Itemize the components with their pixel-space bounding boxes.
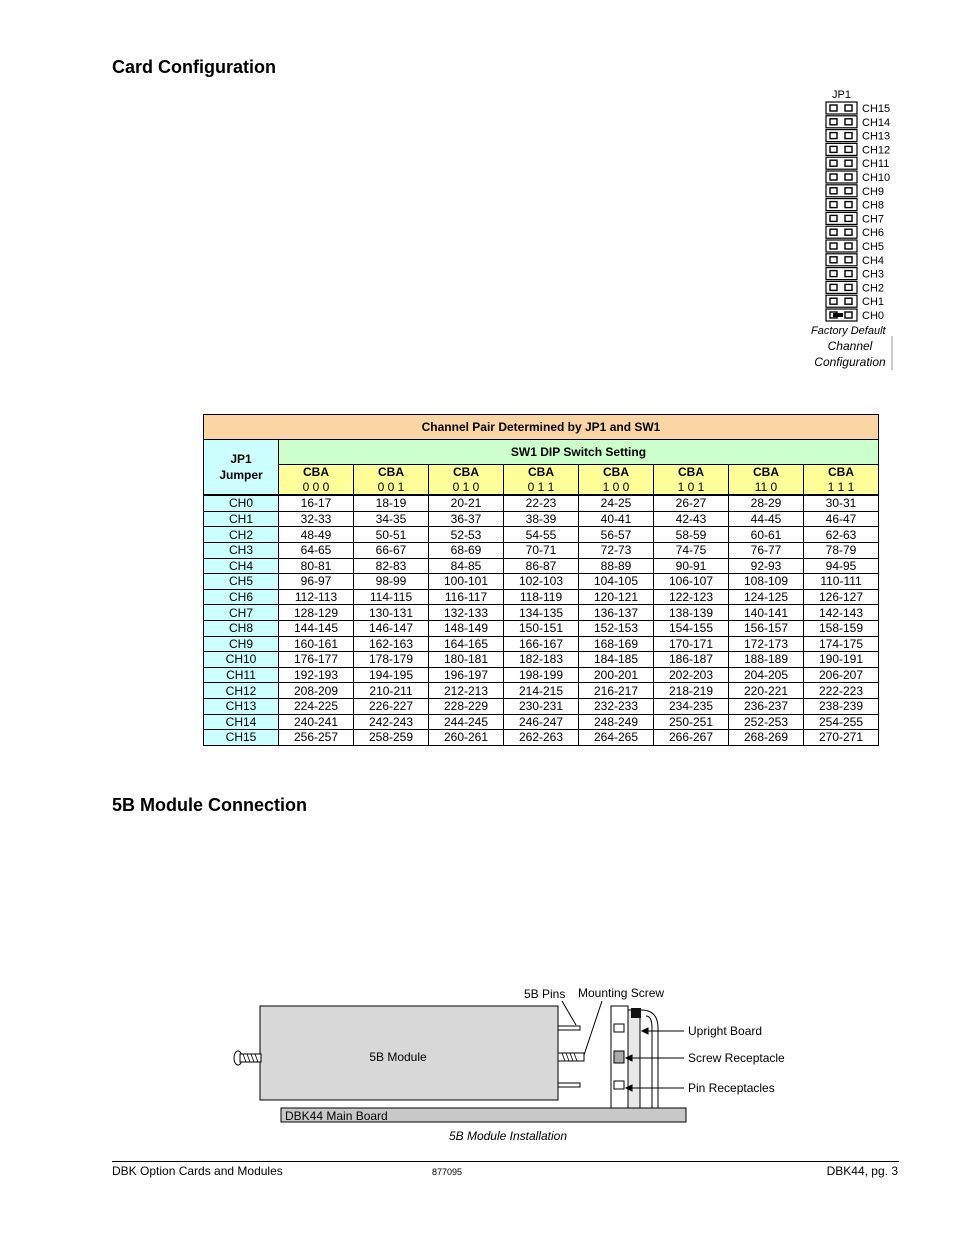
jp1-row-ch3 [826,268,884,281]
channel-pair-cell: 204-205 [729,667,804,683]
channel-cell: CH6 [204,589,279,605]
jp1-caption-line1: Channel [827,339,873,353]
channel-pair-cell: 256-257 [279,730,354,746]
channel-pair-cell: 234-235 [654,698,729,714]
channel-pair-cell: 138-139 [654,605,729,621]
table-row [204,683,879,699]
cba-header: CBA [729,465,804,480]
channel-pair-cell: 208-209 [279,683,354,699]
channel-cell: CH11 [204,667,279,683]
sw1-header: SW1 DIP Switch Setting [279,440,879,465]
channel-pair-cell: 48-49 [279,527,354,543]
table-row [204,511,879,527]
jp1-row-ch9 [826,185,884,198]
upright-board-label: Upright Board [688,1024,763,1038]
channel-pair-cell: 218-219 [654,683,729,699]
jp1-row-ch13 [826,130,890,143]
channel-pair-cell: 96-97 [279,574,354,590]
channel-pair-cell: 232-233 [579,698,654,714]
jp1-channel-label: CH4 [862,254,885,267]
channel-pair-cell: 36-37 [429,511,504,527]
channel-pair-cell: 22-23 [504,495,579,511]
channel-pair-cell: 216-217 [579,683,654,699]
channel-pair-cell: 102-103 [504,574,579,590]
footer-divider [112,1161,899,1162]
table-row [204,667,879,683]
jp1-row-ch4 [826,254,884,267]
jp1-row-ch6 [826,226,884,239]
table-body [204,495,879,745]
table-row [204,636,879,652]
channel-pair-cell: 224-225 [279,698,354,714]
table-title: Channel Pair Determined by JP1 and SW1 [204,415,879,440]
jp1-channel-label: CH15 [862,103,891,115]
jp1-channel-label: CH0 [862,310,885,322]
channel-pair-cell: 134-135 [504,605,579,621]
jp1-channel-label: CH9 [862,185,885,198]
channel-pair-cell: 264-265 [579,730,654,746]
receptacle-middle [614,1051,624,1063]
jp1-channel-label: CH6 [862,227,885,240]
channel-pair-cell: 16-17 [279,495,354,511]
channel-pair-cell: 170-171 [654,636,729,652]
channel-pair-cell: 62-63 [804,527,879,543]
channel-pair-cell: 132-133 [429,605,504,621]
channel-pair-cell: 56-57 [579,527,654,543]
table-row [204,589,879,605]
factory-default-label: Factory Default [811,325,886,337]
channel-pair-cell: 230-231 [504,698,579,714]
channel-pair-cell: 30-31 [804,495,879,511]
switch-setting: 1 0 1 [654,480,729,496]
channel-pair-cell: 212-213 [429,683,504,699]
channel-pair-cell: 122-123 [654,589,729,605]
channel-cell: CH1 [204,511,279,527]
channel-pair-cell: 260-261 [429,730,504,746]
channel-cell: CH10 [204,652,279,668]
channel-pair-cell: 202-203 [654,667,729,683]
jp1-row-ch14 [826,116,890,129]
switch-setting: 1 1 1 [804,480,879,496]
jp1-row-ch15 [826,102,890,115]
section-title-card-configuration: Card Configuration [112,57,276,77]
table-row [204,620,879,636]
channel-pair-cell: 164-165 [429,636,504,652]
channel-cell: CH2 [204,527,279,543]
channel-pair-cell: 84-85 [429,558,504,574]
cba-header: CBA [279,465,354,480]
jp1-row-ch2 [826,281,884,294]
channel-pair-cell: 200-201 [579,667,654,683]
channel-pair-cell: 124-125 [729,589,804,605]
module-screw-icon [558,1053,584,1061]
channel-pair-cell: 70-71 [504,542,579,558]
channel-pair-cell: 100-101 [429,574,504,590]
channel-cell: CH3 [204,542,279,558]
channel-pair-cell: 154-155 [654,620,729,636]
mounting-screw-label: Mounting Screw [578,986,665,1000]
channel-pair-cell: 176-177 [279,652,354,668]
screw-receptacle-label: Screw Receptacle [688,1051,785,1065]
jp1-channel-label: CH8 [862,199,885,212]
footer-left: DBK Option Cards and Modules [112,1164,283,1178]
jp1-row-ch7 [826,212,884,225]
jp1-caption-line2: Configuration [814,355,886,369]
channel-pair-cell: 262-263 [504,730,579,746]
channel-pair-cell: 242-243 [354,714,429,730]
jp1-channel-label: CH11 [862,158,890,171]
channel-pair-cell: 78-79 [804,542,879,558]
table-row [204,652,879,668]
channel-pair-cell: 268-269 [729,730,804,746]
channel-pair-cell: 18-19 [354,495,429,511]
channel-pair-cell: 194-195 [354,667,429,683]
channel-pair-cell: 40-41 [579,511,654,527]
cba-header: CBA [429,465,504,480]
channel-pair-cell: 186-187 [654,652,729,668]
module-installation-figure [228,980,788,1150]
switch-setting: 0 1 1 [504,480,579,496]
jp1-header: JP1 [832,89,851,101]
channel-pair-cell: 72-73 [579,542,654,558]
footer-page-number: DBK44, pg. 3 [826,1164,898,1178]
channel-pair-cell: 142-143 [804,605,879,621]
channel-pair-cell: 222-223 [804,683,879,699]
receptacle-top [614,1024,624,1032]
jp1-row-ch5 [826,240,884,253]
channel-pair-cell: 148-149 [429,620,504,636]
pins-label: 5B Pins [524,987,566,1001]
channel-pair-cell: 140-141 [729,605,804,621]
channel-pair-cell: 210-211 [354,683,429,699]
channel-pair-cell: 114-115 [354,589,429,605]
switch-setting: 1 0 0 [579,480,654,496]
channel-pair-cell: 228-229 [429,698,504,714]
jp1-row-ch1 [826,295,884,308]
channel-pair-cell: 240-241 [279,714,354,730]
channel-pair-cell: 190-191 [804,652,879,668]
channel-pair-cell: 130-131 [354,605,429,621]
channel-pair-cell: 146-147 [354,620,429,636]
channel-pair-cell: 244-245 [429,714,504,730]
channel-pair-cell: 60-61 [729,527,804,543]
channel-pair-cell: 86-87 [504,558,579,574]
channel-pair-cell: 238-239 [804,698,879,714]
channel-cell: CH4 [204,558,279,574]
channel-cell: CH5 [204,574,279,590]
table-row [204,574,879,590]
section-title-5b-module-connection: 5B Module Connection [112,795,307,815]
channel-pair-cell: 180-181 [429,652,504,668]
channel-pair-cell: 94-95 [804,558,879,574]
channel-cell: CH7 [204,605,279,621]
jp1-channel-label: CH5 [862,241,885,253]
channel-pair-cell: 178-179 [354,652,429,668]
channel-pair-cell: 112-113 [279,589,354,605]
jp1-header-line1: JP1 [230,452,252,467]
channel-cell: CH14 [204,714,279,730]
cba-header: CBA [654,465,729,480]
switch-bits-row [204,480,879,496]
channel-pair-cell: 198-199 [504,667,579,683]
channel-pair-cell: 68-69 [429,542,504,558]
channel-pair-cell: 196-197 [429,667,504,683]
pin-bottom-shape [558,1083,580,1087]
channel-pair-cell: 64-65 [279,542,354,558]
jp1-jumper-figure [806,86,898,376]
table-row [204,714,879,730]
channel-pair-cell: 80-81 [279,558,354,574]
channel-pair-cell: 38-39 [504,511,579,527]
channel-pair-cell: 126-127 [804,589,879,605]
pin-top-shape [558,1026,580,1030]
switch-setting: 11 0 [729,480,804,496]
channel-pair-cell: 188-189 [729,652,804,668]
channel-cell: CH15 [204,730,279,746]
channel-pair-cell: 44-45 [729,511,804,527]
cba-header: CBA [804,465,879,480]
receptacle-bottom [614,1081,624,1089]
switch-setting: 0 1 0 [429,480,504,496]
left-screw-icon [234,1051,261,1065]
channel-pair-cell: 82-83 [354,558,429,574]
jp1-row-ch0 [826,309,884,322]
channel-pair-cell: 52-53 [429,527,504,543]
cba-header: CBA [579,465,654,480]
channel-pair-table [203,414,879,746]
channel-pair-cell: 98-99 [354,574,429,590]
channel-pair-cell: 66-67 [354,542,429,558]
table-row [204,698,879,714]
channel-cell: CH8 [204,620,279,636]
channel-pair-cell: 128-129 [279,605,354,621]
channel-pair-cell: 106-107 [654,574,729,590]
channel-pair-cell: 248-249 [579,714,654,730]
jp1-row-ch10 [826,171,890,184]
channel-cell: CH9 [204,636,279,652]
channel-pair-cell: 226-227 [354,698,429,714]
channel-pair-cell: 88-89 [579,558,654,574]
channel-pair-cell: 166-167 [504,636,579,652]
table-row [204,527,879,543]
channel-pair-cell: 42-43 [654,511,729,527]
channel-pair-cell: 162-163 [354,636,429,652]
upright-bracket [641,1010,658,1108]
channel-pair-cell: 110-111 [804,574,879,590]
module-caption: 5B Module Installation [448,1129,568,1143]
channel-pair-cell: 246-247 [504,714,579,730]
jp1-channel-label: CH1 [862,296,885,309]
channel-pair-cell: 120-121 [579,589,654,605]
jp1-channel-label: CH12 [862,144,891,157]
jp1-row-ch12 [826,143,890,156]
channel-pair-cell: 266-267 [654,730,729,746]
channel-pair-cell: 54-55 [504,527,579,543]
jp1-header-line2: Jumper [219,468,263,483]
footer-doc-number: 877095 [432,1167,463,1177]
pin-receptacles-label: Pin Receptacles [688,1081,775,1095]
channel-pair-cell: 160-161 [279,636,354,652]
jp1-jumper-header [204,440,279,496]
channel-pair-cell: 250-251 [654,714,729,730]
channel-pair-cell: 28-29 [729,495,804,511]
channel-pair-cell: 92-93 [729,558,804,574]
table-row [204,558,879,574]
channel-pair-cell: 74-75 [654,542,729,558]
jp1-channel-label: CH13 [862,130,891,143]
table-row [204,730,879,746]
channel-pair-cell: 76-77 [729,542,804,558]
jp1-channel-label: CH14 [862,116,891,129]
channel-pair-cell: 184-185 [579,652,654,668]
channel-pair-cell: 104-105 [579,574,654,590]
cba-header: CBA [504,465,579,480]
table-row [204,605,879,621]
channel-pair-cell: 34-35 [354,511,429,527]
channel-pair-cell: 90-91 [654,558,729,574]
cba-row [204,465,879,480]
channel-pair-cell: 136-137 [579,605,654,621]
jp1-channel-label: CH2 [862,282,885,295]
channel-pair-cell: 108-109 [729,574,804,590]
channel-pair-cell: 168-169 [579,636,654,652]
channel-pair-cell: 252-253 [729,714,804,730]
channel-cell: CH13 [204,698,279,714]
channel-pair-cell: 150-151 [504,620,579,636]
channel-pair-cell: 20-21 [429,495,504,511]
table-row [204,542,879,558]
jp1-channel-label: CH3 [862,268,885,281]
channel-cell: CH0 [204,495,279,511]
channel-pair-cell: 214-215 [504,683,579,699]
channel-pair-cell: 50-51 [354,527,429,543]
channel-pair-cell: 144-145 [279,620,354,636]
channel-pair-cell: 152-153 [579,620,654,636]
module-label: 5B Module [369,1050,427,1064]
channel-pair-cell: 254-255 [804,714,879,730]
channel-pair-cell: 156-157 [729,620,804,636]
jp1-channel-label: CH10 [862,172,891,184]
jp1-diagram [806,86,898,376]
channel-pair-cell: 174-175 [804,636,879,652]
jp1-row-ch11 [826,157,889,170]
channel-pair-cell: 26-27 [654,495,729,511]
channel-pair-cell: 158-159 [804,620,879,636]
channel-pair-cell: 172-173 [729,636,804,652]
upright-top-block [631,1008,641,1018]
channel-pair-cell: 58-59 [654,527,729,543]
channel-pair-cell: 258-259 [354,730,429,746]
jp1-channel-label: CH7 [862,213,885,226]
channel-pair-cell: 206-207 [804,667,879,683]
channel-pair-cell: 236-237 [729,698,804,714]
main-board-label: DBK44 Main Board [285,1109,388,1123]
channel-pair-cell: 24-25 [579,495,654,511]
channel-pair-cell: 32-33 [279,511,354,527]
channel-pair-cell: 192-193 [279,667,354,683]
channel-pair-cell: 220-221 [729,683,804,699]
channel-pair-cell: 182-183 [504,652,579,668]
module-diagram [228,980,788,1150]
table-row [204,495,879,511]
channel-pair-cell: 116-117 [429,589,504,605]
channel-pair-cell: 270-271 [804,730,879,746]
channel-cell: CH12 [204,683,279,699]
jp1-row-ch8 [826,199,884,212]
cba-header: CBA [354,465,429,480]
switch-setting: 0 0 0 [279,480,354,496]
channel-pair-cell: 118-119 [504,589,579,605]
channel-pair-cell: 46-47 [804,511,879,527]
switch-setting: 0 0 1 [354,480,429,496]
